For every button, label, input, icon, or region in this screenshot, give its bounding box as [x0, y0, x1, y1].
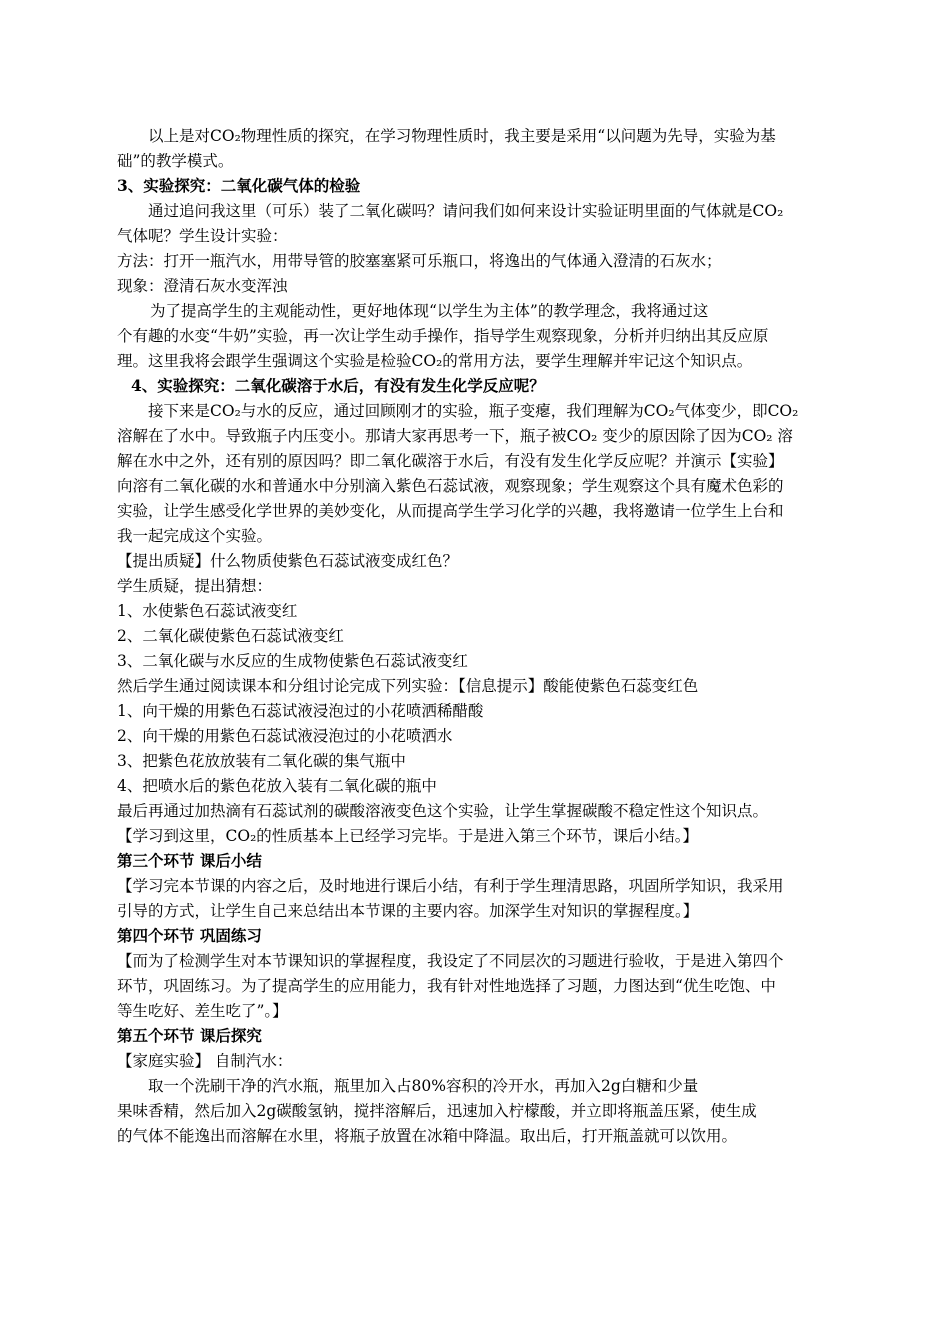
- paragraph-line: 【学习到这里，CO₂的性质基本上已经学习完毕。于是进入第三个环节，课后小结。】: [117, 827, 699, 845]
- list-item: 4、把喷水后的紫色花放入装有二氧化碳的瓶中: [117, 777, 437, 795]
- paragraph-line: 础”的教学模式。: [117, 152, 234, 170]
- paragraph-line: 以上是对CO₂物理性质的探究，在学习物理性质时，我主要是采用“以问题为先导，实验为基: [148, 127, 776, 145]
- paragraph-line: 解在水中之外，还有别的原因吗？即二氧化碳溶于水后，有没有发生化学反应呢？并演示【实验】: [117, 452, 784, 470]
- section-heading: 4、实验探究：二氧化碳溶于水后，有没有发生化学反应呢？: [131, 376, 545, 395]
- paragraph-line: 溶解在了水中。导致瓶子内压变小。那请大家再思考一下，瓶子被CO₂ 变少的原因除了因为CO₂ 溶: [117, 427, 793, 445]
- paragraph-line: 理。这里我将会跟学生强调这个实验是检验CO₂的常用方法，要学生理解并牢记这个知识点。: [117, 352, 753, 370]
- list-item: 2、向干燥的用紫色石蕊试液浸泡过的小花喷洒水: [117, 727, 453, 745]
- paragraph-line: 气体呢？学生设计实验：: [117, 227, 288, 245]
- paragraph-line: 的气体不能逸出而溶解在水里，将瓶子放置在冰箱中降温。取出后，打开瓶盖就可以饮用。: [117, 1127, 738, 1145]
- list-item: 3、二氧化碳与水反应的生成物使紫色石蕊试液变红: [117, 652, 468, 670]
- paragraph-line: 接下来是CO₂与水的反应，通过回顾刚才的实验，瓶子变瘪，我们理解为CO₂气体变少，即CO₂: [148, 402, 799, 420]
- section-heading: 第四个环节 巩固练习: [117, 926, 262, 945]
- paragraph-line: 个有趣的水变“牛奶”实验，再一次让学生动手操作，指导学生观察现象，分析并归纳出其反应原: [117, 327, 769, 345]
- paragraph-line: 果味香精，然后加入2g碳酸氢钠，搅拌溶解后，迅速加入柠檬酸，并立即将瓶盖压紧，使生成: [117, 1102, 757, 1120]
- list-item: 1、水使紫色石蕊试液变红: [117, 602, 298, 620]
- paragraph-line: 等生吃好、差生吃了”。】: [117, 1002, 288, 1020]
- paragraph-line: 方法：打开一瓶汽水，用带导管的胶塞塞紧可乐瓶口，将逸出的气体通入澄清的石灰水；: [117, 252, 722, 270]
- list-item: 3、把紫色花放放装有二氧化碳的集气瓶中: [117, 752, 406, 770]
- section-heading: 3、实验探究：二氧化碳气体的检验: [117, 176, 361, 195]
- section-heading: 第三个环节 课后小结: [117, 851, 262, 870]
- list-item: 1、向干燥的用紫色石蕊试液浸泡过的小花喷洒稀醋酸: [117, 702, 484, 720]
- paragraph-line: 引导的方式，让学生自己来总结出本节课的主要内容。加深学生对知识的掌握程度。】: [117, 902, 699, 920]
- paragraph-line: 取一个洗刷干净的汽水瓶，瓶里加入占80%容积的冷开水，再加入2g白糖和少量: [148, 1077, 699, 1095]
- paragraph-line: 然后学生通过阅读课本和分组讨论完成下列实验：【信息提示】酸能使紫色石蕊变红色: [117, 677, 699, 695]
- paragraph-line: 向溶有二氧化碳的水和普通水中分别滴入紫色石蕊试液，观察现象；学生观察这个具有魔术色彩的: [117, 477, 784, 495]
- list-item: 2、二氧化碳使紫色石蕊试液变红: [117, 627, 344, 645]
- paragraph-line: 【而为了检测学生对本节课知识的掌握程度，我设定了不同层次的习题进行验收，于是进入第四个: [117, 952, 784, 970]
- paragraph-line: 为了提高学生的主观能动性，更好地体现“以学生为主体”的教学理念，我将通过这: [150, 302, 709, 320]
- paragraph-line: 通过追问我这里（可乐）装了二氧化碳吗？请问我们如何来设计实验证明里面的气体就是CO₂: [148, 202, 784, 220]
- section-heading: 第五个环节 课后探究: [117, 1026, 262, 1045]
- paragraph-line: 【提出质疑】什么物质使紫色石蕊试液变成红色？: [117, 552, 459, 570]
- paragraph-line: 环节，巩固练习。为了提高学生的应用能力，我有针对性地选择了习题，力图达到“优生吃饱、中: [117, 977, 776, 995]
- paragraph-line: 学生质疑，提出猜想：: [117, 577, 273, 595]
- paragraph-line: 最后再通过加热滴有石蕊试剂的碳酸溶液变色这个实验，让学生掌握碳酸不稳定性这个知识点。: [117, 802, 769, 820]
- paragraph-line: 实验，让学生感受化学世界的美妙变化，从而提高学生学习化学的兴趣，我将邀请一位学生上台和: [117, 502, 784, 520]
- paragraph-line: 【家庭实验】 自制汽水：: [117, 1052, 293, 1070]
- paragraph-line: 我一起完成这个实验。: [117, 527, 273, 545]
- paragraph-line: 现象：澄清石灰水变浑浊: [117, 277, 288, 295]
- paragraph-line: 【学习完本节课的内容之后，及时地进行课后小结，有利于学生理清思路，巩固所学知识，我采用: [117, 877, 784, 895]
